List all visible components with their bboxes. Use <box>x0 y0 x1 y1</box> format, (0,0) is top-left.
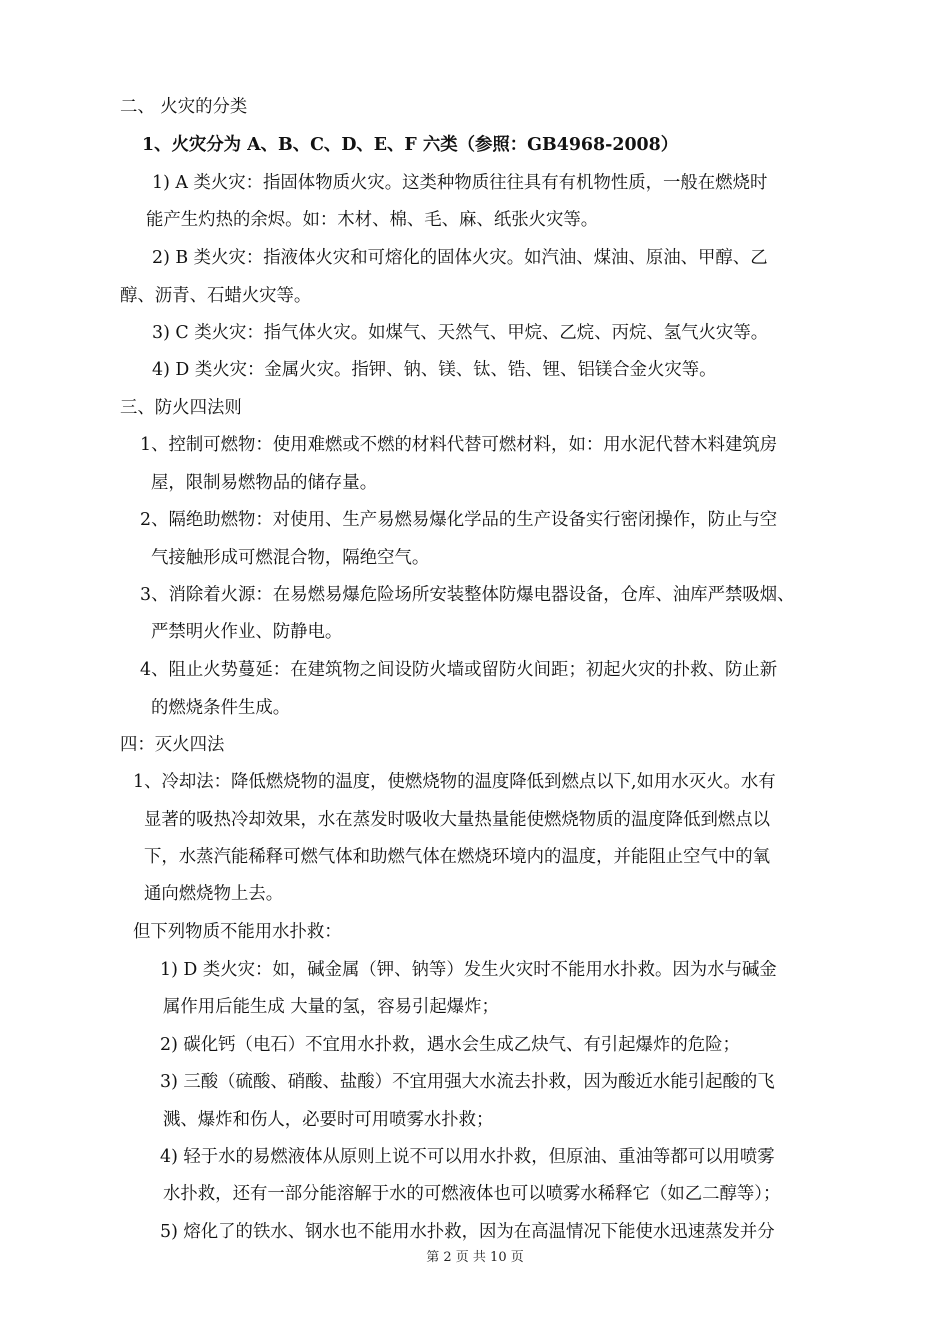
prevention-4-line-1: 4、阻止火势蔓延：在建筑物之间设防火墙或留防火间距；初起火灾的扑救、防止新 <box>140 660 778 680</box>
cooling-line-3: 下，水蒸汽能稀释可燃气体和助燃气体在燃烧环境内的温度，并能阻止空气中的氧 <box>144 847 771 867</box>
exception-3-line-1: 3) 三酸（硫酸、硝酸、盐酸）不宜用强大水流去扑救，因为酸近水能引起酸的飞 <box>160 1072 775 1092</box>
water-exceptions-intro: 但下列物质不能用水扑救： <box>133 922 342 942</box>
prevention-2-line-2: 气接触形成可燃混合物，隔绝空气。 <box>151 548 430 568</box>
prevention-1-line-1: 1、控制可燃物：使用难燃或不燃的材料代替可燃材料，如：用水泥代替木料建筑房 <box>140 435 778 455</box>
exception-4-line-1: 4) 轻于水的易燃液体从原则上说不可以用水扑救，但原油、重油等都可以用喷雾 <box>160 1147 775 1167</box>
class-b-line-2: 醇、沥青、石蜡火灾等。 <box>120 286 312 306</box>
prevention-4-line-2: 的燃烧条件生成。 <box>151 698 291 718</box>
heading-extinguishing-methods: 四：灭火四法 <box>120 735 225 755</box>
cooling-line-2: 显著的吸热冷却效果，水在蒸发时吸收大量热量能使燃烧物质的温度降低到燃点以 <box>144 810 771 830</box>
exception-4-line-2: 水扑救，还有一部分能溶解于水的可燃液体也可以喷雾水稀释它（如乙二醇等）； <box>163 1184 781 1204</box>
class-a-line-1: 1) A 类火灾：指固体物质火灾。这类种物质往往具有有机物性质，一般在燃烧时 <box>152 173 768 193</box>
page-number-footer: 第 2 页 共 10 页 <box>426 1250 524 1265</box>
prevention-1-line-2: 屋，限制易燃物品的储存量。 <box>151 473 378 493</box>
prevention-2-line-1: 2、隔绝助燃物：对使用、生产易燃易爆化学品的生产设备实行密闭操作，防止与空 <box>140 510 778 530</box>
class-c-line: 3) C 类火灾：指气体火灾。如煤气、天然气、甲烷、乙烷、丙烷、氢气火灾等。 <box>152 323 769 343</box>
prevention-3-line-2: 严禁明火作业、防静电。 <box>151 622 343 642</box>
heading-fire-prevention: 三、防火四法则 <box>120 398 242 418</box>
exception-5-line-1: 5) 熔化了的铁水、钢水也不能用水扑救，因为在高温情况下能使水迅速蒸发并分 <box>160 1222 775 1242</box>
heading-fire-classification: 二、 火灾的分类 <box>120 97 248 117</box>
class-b-line-1: 2) B 类火灾：指液体火灾和可熔化的固体火灾。如汽油、煤油、原油、甲醇、乙 <box>152 248 768 268</box>
class-d-line: 4) D 类火灾：金属火灾。指钾、钠、镁、钛、锆、锂、铝镁合金火灾等。 <box>152 360 717 380</box>
class-a-line-2: 能产生灼热的余烬。如：木材、棉、毛、麻、纸张火灾等。 <box>146 210 599 230</box>
exception-3-line-2: 溅、爆炸和伤人，必要时可用喷雾水扑救； <box>163 1110 494 1130</box>
cooling-line-1: 1、冷却法：降低燃烧物的温度，使燃烧物的温度降低到燃点以下,如用水灭火。水有 <box>133 772 776 792</box>
cooling-line-4: 通向燃烧物上去。 <box>144 884 284 904</box>
prevention-3-line-1: 3、消除着火源：在易燃易爆危险场所安装整体防爆电器设备，仓库、油库严禁吸烟、 <box>140 585 795 605</box>
exception-1-line-2: 属作用后能生成 大量的氢，容易引起爆炸； <box>163 997 499 1017</box>
exception-2-line: 2) 碳化钙（电石）不宜用水扑救，遇水会生成乙炔气、有引起爆炸的危险； <box>160 1035 740 1055</box>
classification-intro: 1、火灾分为 A、B、C、D、E、F 六类（参照：GB4968-2008） <box>142 135 679 155</box>
exception-1-line-1: 1) D 类火灾：如，碱金属（钾、钠等）发生火灾时不能用水扑救。因为水与碱金 <box>160 960 777 980</box>
